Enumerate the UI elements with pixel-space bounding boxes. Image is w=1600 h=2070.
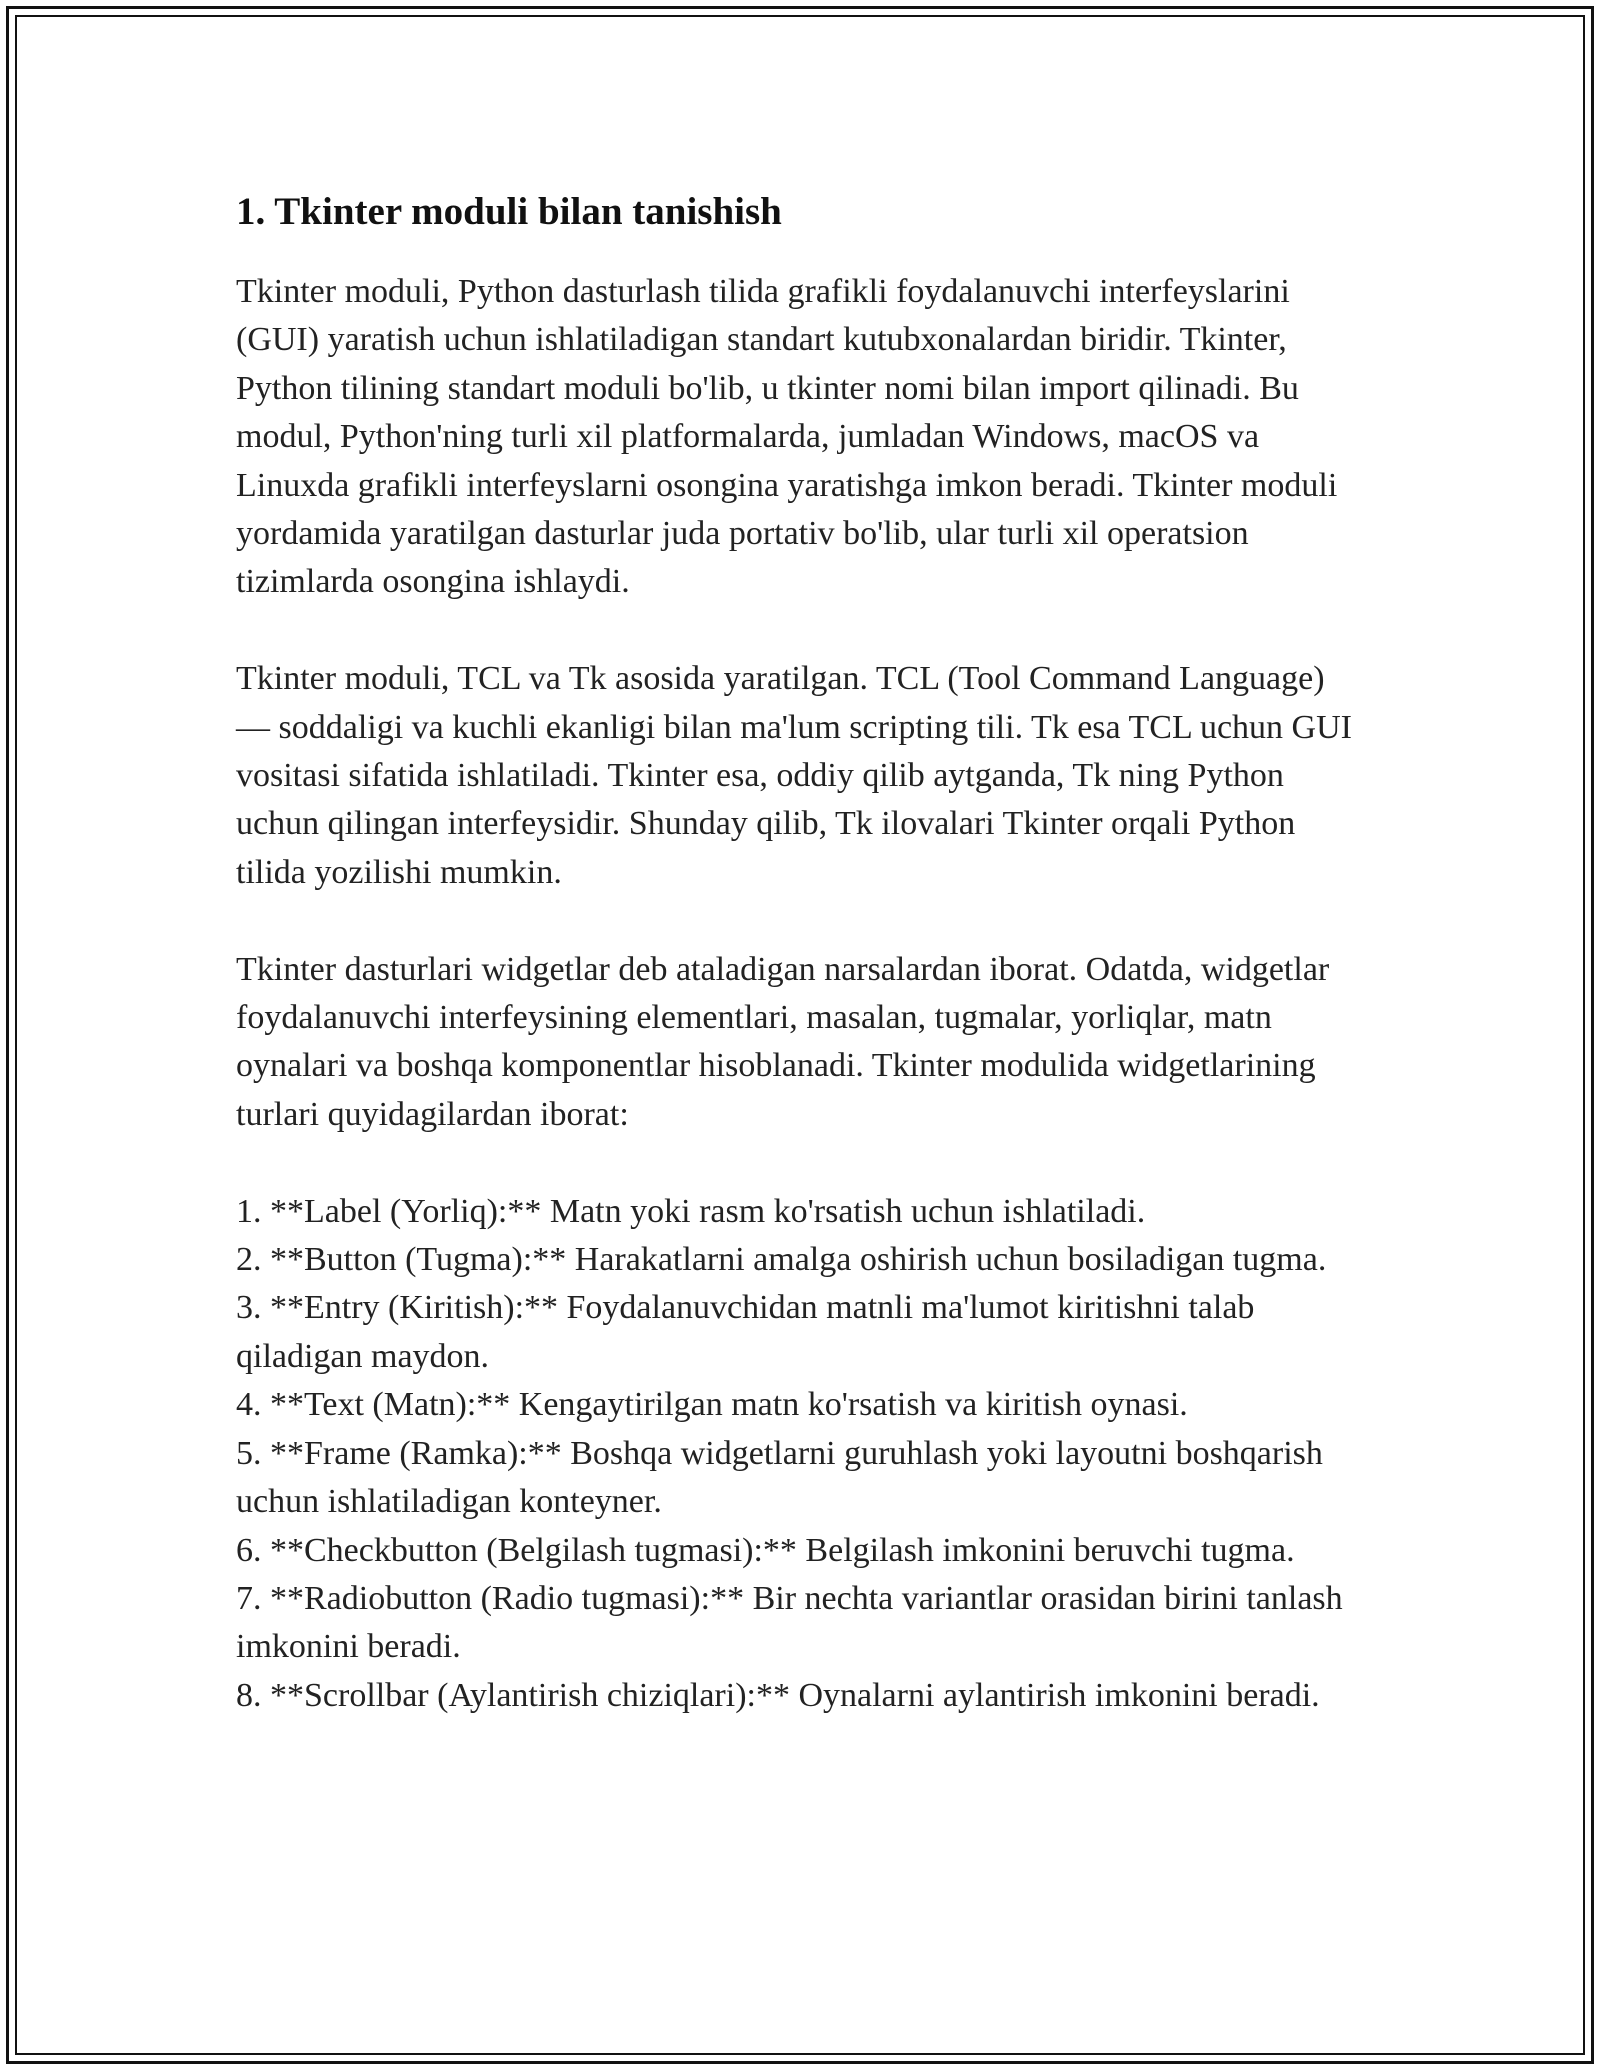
widget-list — [236, 1188, 1366, 1720]
paragraph-tcl-tk: Tkinter moduli, TCL va Tk asosida yaratilgan. TCL (Tool Command Language) — soddaligi va kuchli ekanligi bilan ma'lum scripting tili. Tk esa TCL uchun GUI vositasi sifatida ishlatiladi. Tkinter esa, oddiy qilib aytganda, Tk ning Python uchun qilingan interfeysidir. Shunday qilib, Tk ilovalari Tkinter orqali Python tilida yozilishi mumkin. — [236, 660, 1352, 891]
section-heading: 1. Tkinter moduli bilan tanishish — [236, 190, 782, 233]
paragraph-intro: Tkinter moduli, Python dasturlash tilida grafikli foydalanuvchi interfeyslarini (GUI) yaratish uchun ishlatiladigan standart kutubxonalardan biridir. Tkinter, Python tilining standart moduli bo'lib, u tkinter nomi bilan import qilinadi. Bu modul, Python'ning turli xil platformalarda, jumladan Windows, macOS va Linuxda grafikli interfeyslarni osongina yaratishga imkon beradi. Tkinter moduli yordamida yaratilgan dasturlar juda portativ bo'lib, ular turli xil operatsion tizimlarda osongina ishlaydi. — [236, 273, 1338, 601]
paragraph-widgets: Tkinter dasturlari widgetlar deb ataladigan narsalardan iborat. Odatda, widgetlar foydalanuvchi interfeysining elementlari, masalan, tugmalar, yorliqlar, matn oynalari va boshqa komponentlar hisoblanadi. Tkinter modulida widgetlarining turlari quyidagilardan iborat: — [236, 950, 1330, 1133]
list-item: 2. **Button (Tugma):** Harakatlarni amalga oshirish uchun bosiladigan tugma. — [236, 1241, 1327, 1279]
list-item: 1. **Label (Yorliq):** Matn yoki rasm ko'rsatish uchun ishlatiladi. — [236, 1192, 1146, 1230]
document-body — [236, 186, 1366, 1720]
list-item: 6. **Checkbutton (Belgilash tugmasi):** Belgilash imkonini beruvchi tugma. — [236, 1531, 1295, 1569]
list-item: 7. **Radiobutton (Radio tugmasi):** Bir nechta variantlar orasidan birini tanlash imkonini beradi. — [236, 1579, 1343, 1666]
paragraph-spacer — [236, 1139, 1366, 1187]
list-item: 3. **Entry (Kiritish):** Foydalanuvchidan matnli ma'lumot kiritishni talab qiladigan maydon. — [236, 1289, 1255, 1375]
paragraph-spacer — [236, 607, 1366, 655]
list-item: 5. **Frame (Ramka):** Boshqa widgetlarni guruhlash yoki layoutni boshqarish uchun ishlatiladigan konteyner. — [236, 1434, 1323, 1521]
list-item: 8. **Scrollbar (Aylantirish chiziqlari):** Oynalarni aylantirish imkonini beradi. — [236, 1676, 1320, 1714]
paragraph-spacer — [236, 897, 1366, 945]
list-item: 4. **Text (Matn):** Kengaytirilgan matn ko'rsatish va kiritish oynasi. — [236, 1386, 1188, 1424]
